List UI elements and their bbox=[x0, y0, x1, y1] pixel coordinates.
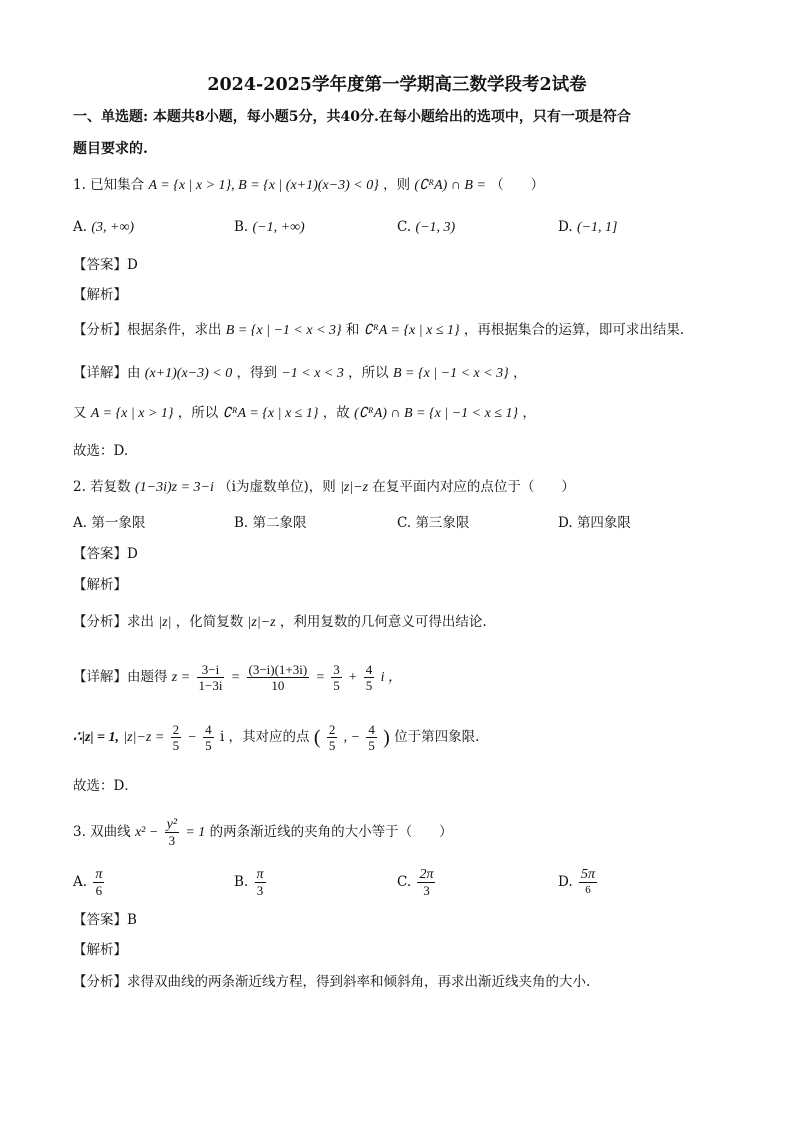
frac-den: 1−3i bbox=[198, 678, 223, 693]
detail-mid2: ，所以 bbox=[348, 365, 389, 381]
q3-stem-eq: = 1 bbox=[185, 825, 206, 840]
fenxi-math2: |z|−z bbox=[247, 615, 276, 630]
option-letter: A. bbox=[73, 515, 88, 531]
frac-den: 5 bbox=[333, 678, 340, 693]
option-text: 第三象限 bbox=[415, 515, 470, 531]
option-text: (−1, +∞) bbox=[252, 220, 305, 235]
fraction bbox=[366, 722, 377, 753]
frac-num: π bbox=[256, 867, 264, 882]
frac-num: 2 bbox=[172, 722, 180, 737]
detail-mid: ，所以 bbox=[177, 405, 219, 421]
fenxi-suffix: ，再根据集合的运算，即可求出结果. bbox=[463, 322, 685, 338]
q3-answer: 【答案】B bbox=[73, 912, 137, 928]
q3-option-b bbox=[234, 862, 268, 902]
option-text: 第四象限 bbox=[576, 515, 631, 531]
fraction bbox=[247, 662, 310, 693]
q1-detail-line2 bbox=[73, 403, 536, 424]
frac-den: 6 bbox=[95, 883, 103, 898]
equals: = bbox=[315, 670, 325, 685]
frac-den: 3 bbox=[256, 883, 264, 898]
detail-mid: ，得到 bbox=[236, 365, 278, 381]
option-letter: B. bbox=[234, 874, 249, 890]
frac-num: 5π bbox=[580, 867, 595, 882]
detail-math2: −1 < x < 3 bbox=[281, 366, 344, 381]
detail-math1: (x+1)(x−3) < 0 bbox=[144, 366, 233, 381]
frac-den: 6 bbox=[585, 884, 591, 896]
fraction bbox=[331, 662, 342, 693]
q3-option-a bbox=[73, 862, 106, 902]
fraction bbox=[327, 722, 338, 753]
q3-stem bbox=[73, 812, 453, 853]
q1-stem-paren: （ ） bbox=[490, 177, 545, 193]
option-letter: C. bbox=[397, 874, 412, 890]
frac-den: 5 bbox=[205, 738, 212, 753]
q2-fenxi bbox=[73, 612, 487, 633]
q1-answer: 【答案】D bbox=[73, 257, 138, 273]
q1-stem-mid: ，则 bbox=[383, 177, 411, 193]
option-letter: D. bbox=[558, 874, 573, 890]
option-text: (−1, 1] bbox=[576, 220, 618, 235]
frac-num: 2π bbox=[419, 867, 434, 882]
detail-mid2: ，故 bbox=[322, 405, 350, 421]
q1-stem-math: A = {x | x > 1}, B = {x | (x+1)(x−3) < 0} bbox=[148, 178, 379, 193]
fraction bbox=[197, 662, 225, 693]
q1-choose: 故选：D. bbox=[73, 443, 129, 459]
q2-option-d bbox=[558, 513, 631, 533]
fenxi-suffix: ，利用复数的几何意义可得出结论. bbox=[279, 614, 487, 630]
detail-mid: i ，其对应的点 bbox=[219, 729, 310, 745]
q3-option-c bbox=[397, 862, 437, 902]
detail-math: |z|−z = bbox=[123, 730, 165, 745]
q1-jiexi: 【解析】 bbox=[73, 287, 127, 303]
q2-stem-math2: |z|−z bbox=[340, 480, 369, 495]
q2-stem-math: (1−3i)z = 3−i bbox=[134, 480, 214, 495]
q3-fenxi: 【分析】求得双曲线的两条渐近线方程，得到斜率和倾斜角，再求出渐近线夹角的大小. bbox=[73, 974, 591, 990]
q2-option-b bbox=[234, 513, 307, 533]
q2-stem bbox=[73, 477, 575, 498]
detail-suffix: 位于第四象限. bbox=[394, 729, 480, 745]
frac-den: 5 bbox=[328, 738, 336, 753]
frac-num: 4 bbox=[368, 722, 375, 737]
fenxi-and: 和 bbox=[345, 322, 360, 338]
fraction bbox=[171, 722, 182, 753]
option-letter: B. bbox=[234, 515, 249, 531]
frac-num: 4 bbox=[205, 722, 212, 737]
q1-stem-math2: (∁ᴿA) ∩ B = bbox=[414, 178, 486, 193]
q2-choose: 故选：D． bbox=[73, 778, 138, 794]
q2-option-c bbox=[397, 513, 469, 533]
q2-jiexi: 【解析】 bbox=[73, 577, 127, 593]
q3-option-d bbox=[558, 862, 599, 902]
detail-prefix: 【详解】由题得 bbox=[73, 669, 168, 685]
plus: + bbox=[348, 670, 358, 685]
detail-math3: (∁ᴿA) ∩ B = {x | −1 < x ≤ 1} bbox=[354, 406, 519, 421]
frac-num: y² bbox=[166, 817, 178, 832]
fraction bbox=[165, 817, 179, 848]
option-letter: D. bbox=[558, 219, 573, 235]
option-letter: D. bbox=[558, 515, 573, 531]
paren-open: ( bbox=[313, 726, 321, 749]
detail-end: ， bbox=[522, 405, 536, 421]
q3-stem-x: x² − bbox=[134, 825, 159, 840]
frac-num: 2 bbox=[328, 722, 336, 737]
detail-z: z = bbox=[171, 670, 191, 685]
q3-jiexi: 【解析】 bbox=[73, 942, 127, 958]
frac-den: 5 bbox=[172, 738, 180, 753]
q2-detail-line2 bbox=[73, 717, 479, 758]
minus: − bbox=[187, 730, 197, 745]
q2-stem-suffix: 在复平面内对应的点位于（ ） bbox=[372, 479, 575, 495]
q1-stem bbox=[73, 175, 544, 196]
q1-option-d bbox=[558, 217, 618, 238]
option-text: (3, +∞) bbox=[91, 220, 135, 235]
q2-option-a bbox=[73, 513, 145, 533]
q2-stem-prefix: 2. 若复数 bbox=[73, 479, 131, 495]
page-title: 2024-2025学年度第一学期高三数学段考2试卷 bbox=[207, 75, 587, 95]
detail-math1: A = {x | x > 1} bbox=[90, 406, 174, 421]
detail-end: ， bbox=[513, 365, 527, 381]
fraction bbox=[203, 722, 214, 753]
frac-num: 3 bbox=[333, 662, 340, 677]
detail-prefix: ∴|z| = 1, bbox=[73, 730, 119, 745]
frac-num: π bbox=[95, 867, 103, 882]
q3-stem-prefix: 3. 双曲线 bbox=[73, 824, 131, 840]
option-text: 第二象限 bbox=[252, 515, 307, 531]
frac-den: 3 bbox=[423, 883, 430, 898]
detail-math2: ∁ᴿA = {x | x ≤ 1} bbox=[222, 406, 319, 421]
q1-option-c bbox=[397, 217, 455, 238]
q3-stem-suffix: 的两条渐近线的夹角的大小等于（ ） bbox=[209, 824, 453, 840]
q1-option-b bbox=[234, 217, 305, 238]
q2-answer: 【答案】D bbox=[73, 546, 138, 562]
frac-den: 10 bbox=[271, 678, 285, 693]
frac-num: 4 bbox=[365, 662, 373, 677]
option-letter: C. bbox=[397, 219, 412, 235]
option-letter: C. bbox=[397, 515, 412, 531]
frac-num: (3−i)(1+3i) bbox=[248, 662, 308, 677]
fraction bbox=[417, 867, 435, 898]
fenxi-math2: ∁ᴿA = {x | x ≤ 1} bbox=[363, 323, 460, 338]
q1-stem-prefix: 1. 已知集合 bbox=[73, 177, 145, 193]
paren-close: ) bbox=[383, 726, 390, 749]
q1-option-a bbox=[73, 217, 134, 238]
fenxi-mid: ，化简复数 bbox=[175, 614, 244, 630]
q2-stem-mid: （i为虚数单位)，则 bbox=[218, 479, 336, 495]
fraction bbox=[364, 662, 375, 693]
i-end: i ， bbox=[380, 670, 402, 685]
fraction bbox=[255, 867, 266, 898]
q2-detail-line1 bbox=[73, 657, 402, 698]
fraction bbox=[579, 867, 597, 898]
option-letter: B. bbox=[234, 219, 249, 235]
detail-prefix: 【详解】由 bbox=[73, 365, 141, 381]
frac-den: 5 bbox=[365, 678, 373, 693]
fenxi-prefix: 【分析】根据条件，求出 bbox=[73, 322, 222, 338]
frac-den: 5 bbox=[368, 738, 375, 753]
fenxi-math1: |z| bbox=[158, 615, 172, 630]
detail-math3: B = {x | −1 < x < 3} bbox=[392, 366, 509, 381]
frac-den: 3 bbox=[168, 833, 176, 848]
option-text: (−1, 3) bbox=[415, 220, 456, 235]
fraction bbox=[93, 867, 104, 898]
option-text: 第一象限 bbox=[91, 515, 146, 531]
section-heading: 一、单选题: 本题共8小题，每小题5分，共40分.在每小题给出的选项中，只有一项是符合 bbox=[73, 109, 631, 125]
section-heading-cont: 题目要求的. bbox=[73, 141, 148, 157]
comma-minus: , − bbox=[343, 730, 361, 745]
fenxi-prefix: 【分析】求出 bbox=[73, 614, 154, 630]
option-letter: A. bbox=[73, 219, 88, 235]
fenxi-math1: B = {x | −1 < x < 3} bbox=[225, 323, 342, 338]
q1-fenxi bbox=[73, 320, 684, 341]
equals: = bbox=[230, 670, 241, 685]
detail-prefix: 又 bbox=[73, 405, 87, 421]
option-letter: A. bbox=[73, 874, 88, 890]
q1-detail-line1 bbox=[73, 363, 527, 384]
frac-num: 3−i bbox=[197, 662, 225, 678]
